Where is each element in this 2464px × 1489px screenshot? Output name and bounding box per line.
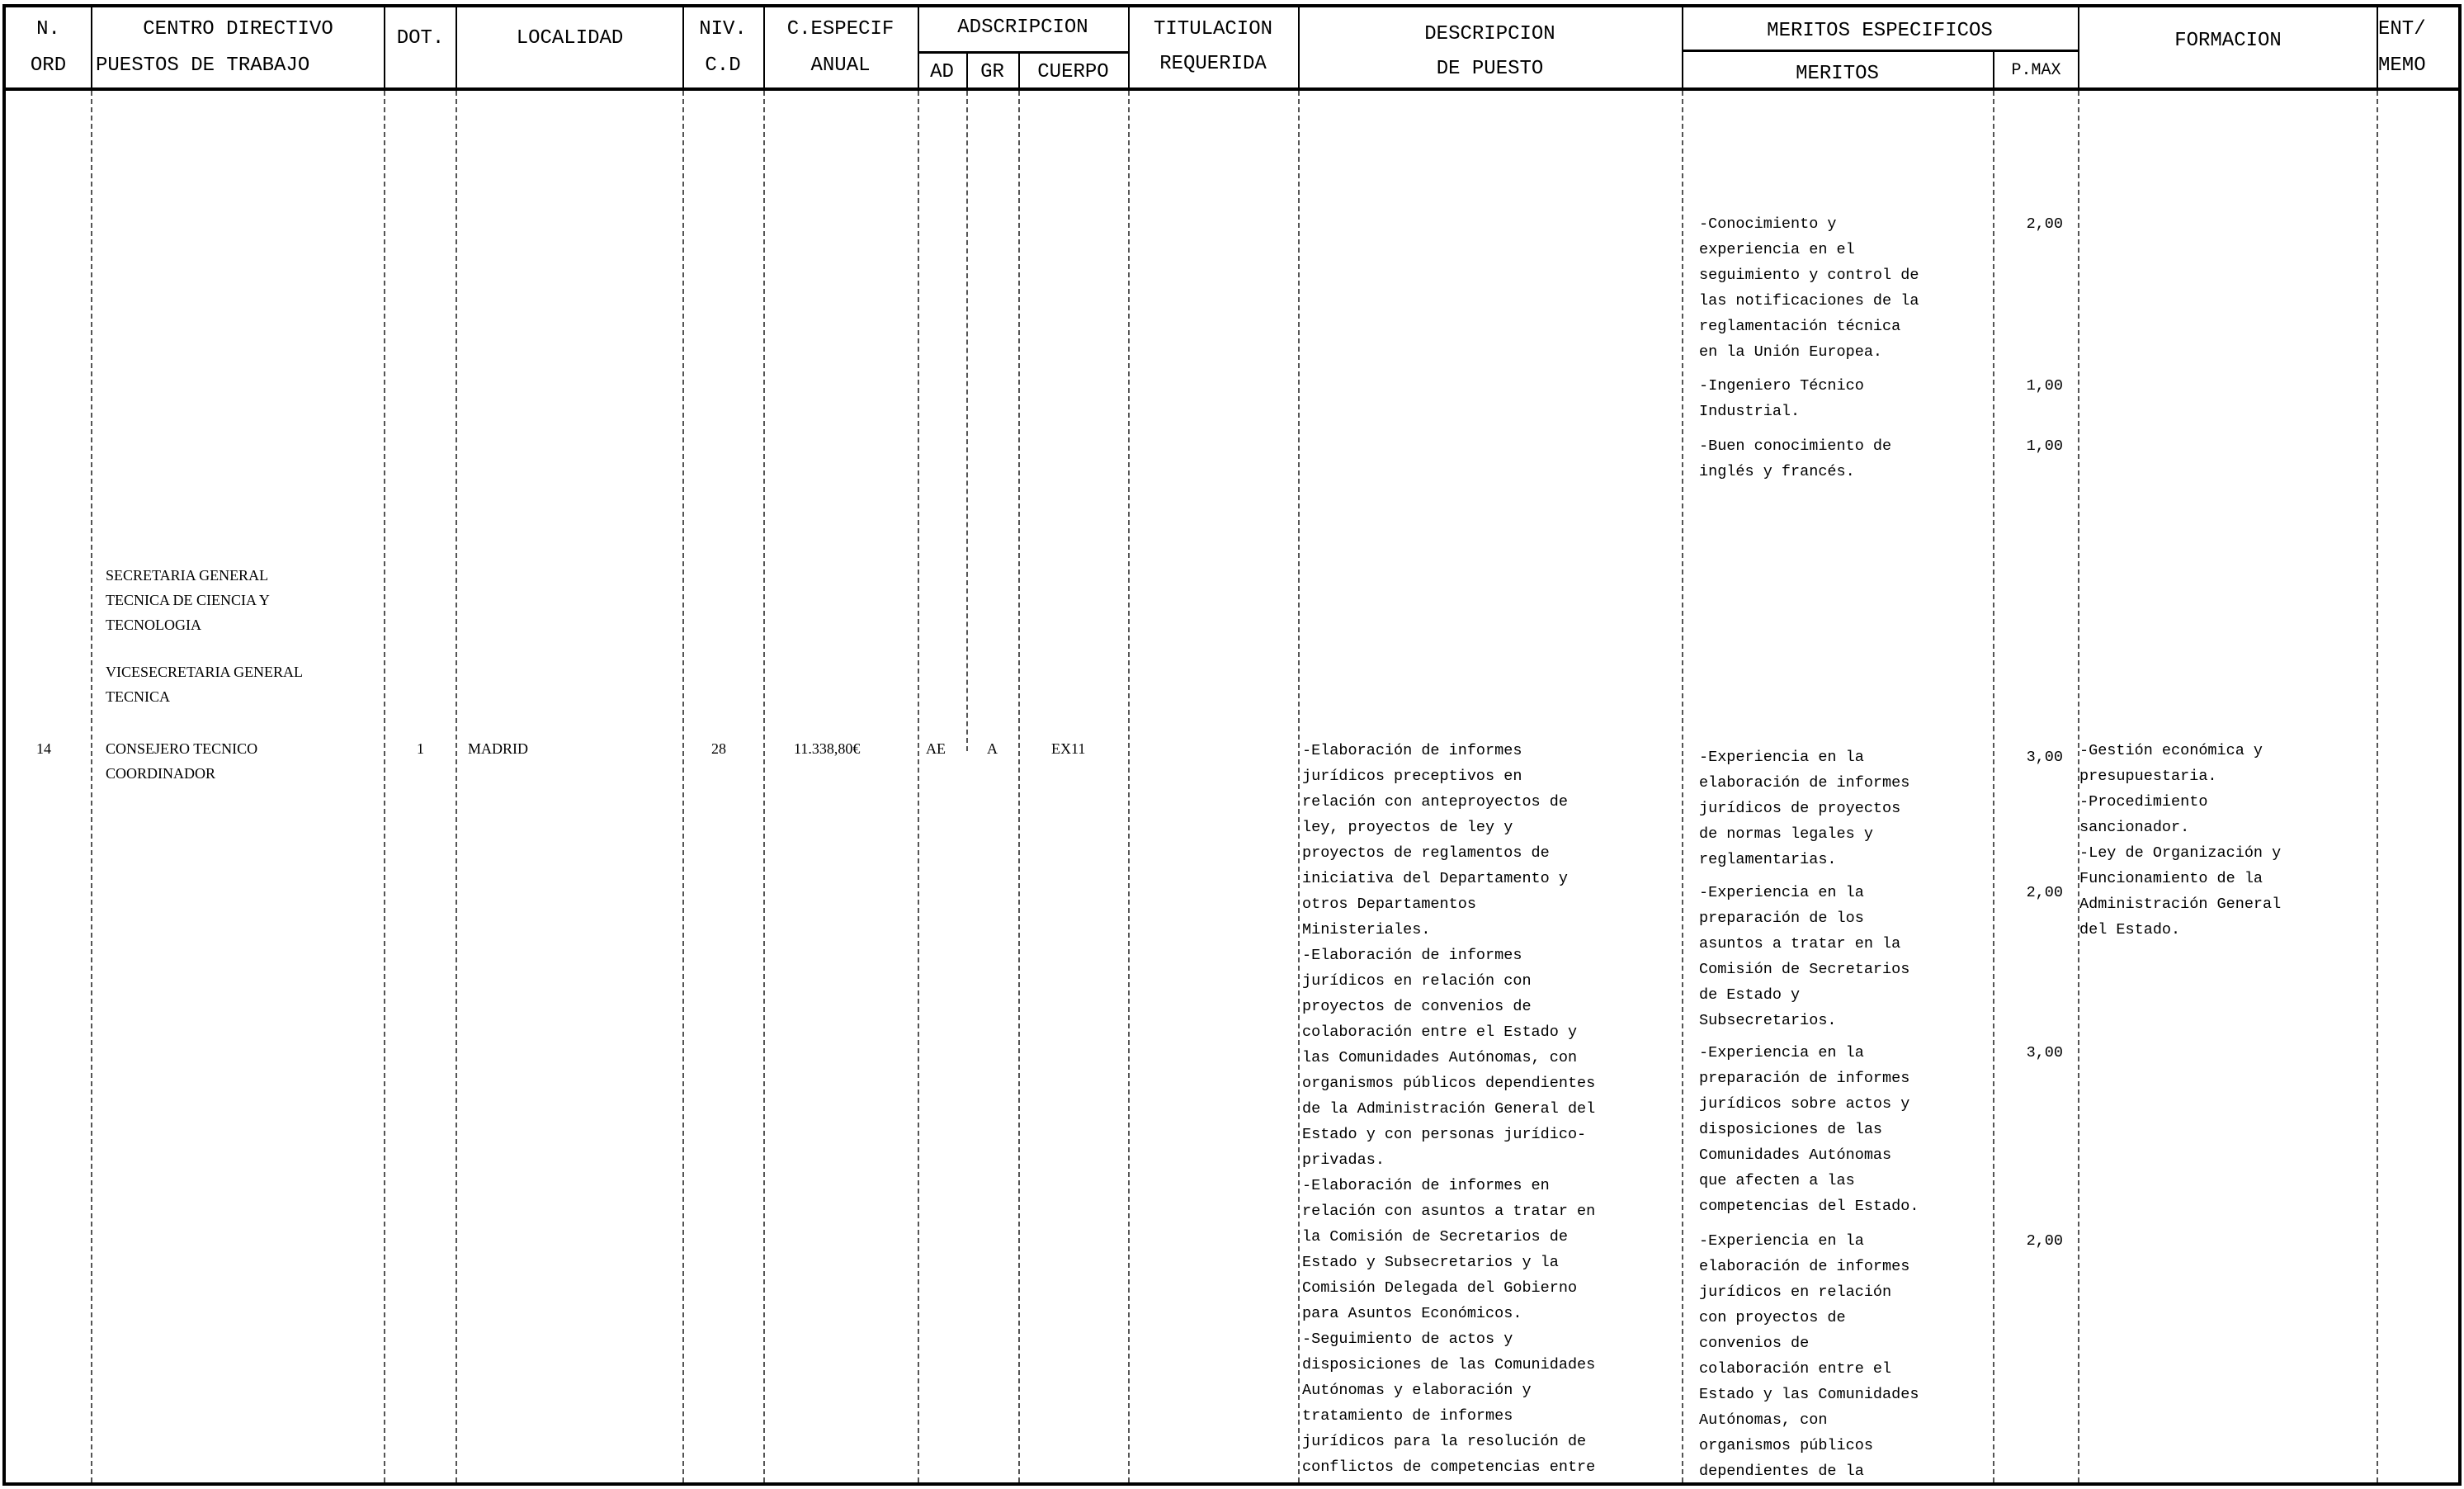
header-niv-line2: C.D [705, 54, 741, 77]
header-descripcion-line2: DE PUESTO [1436, 58, 1544, 80]
header-ent-line1: ENT/ [2378, 18, 2426, 40]
table-bottom-border [3, 1482, 2460, 1486]
body-col-sep [2377, 91, 2378, 1482]
row-puesto: CONSEJERO TECNICO COORDINADOR [106, 740, 258, 782]
row-niv: 28 [711, 740, 726, 757]
header-centro-line1: CENTRO DIRECTIVO [143, 18, 333, 40]
body-col-sep [763, 91, 765, 1482]
body-col-sep [1018, 91, 1020, 1482]
header-ent-memo [2378, 18, 2458, 78]
header-niv [682, 18, 763, 78]
header-centro-line2: PUESTOS DE TRABAJO [96, 54, 310, 77]
header-bottom-border [3, 87, 2460, 91]
header-c-especif [763, 18, 918, 78]
table-right-border [2458, 4, 2462, 1486]
header-localidad: LOCALIDAD [516, 27, 624, 50]
body-col-sep [91, 91, 92, 1482]
header-titulacion [1128, 18, 1298, 76]
header-memo-line2: MEMO [2378, 54, 2426, 77]
header-adscripcion: ADSCRIPCION [957, 17, 1088, 39]
row-merito-3: -Experiencia en la preparación de informes jurídicos sobre actos y disposiciones de las Comunidades Autónomas que afecten a las competencias del Estado. [1699, 1044, 1919, 1215]
header-titulacion-line2: REQUERIDA [1159, 53, 1267, 75]
centro-secretaria: SECRETARIA GENERAL TECNICA DE CIENCIA Y TECNOLOGIA [106, 567, 270, 633]
row-c-especif: 11.338,80€ [794, 740, 861, 757]
header-cesp-line2: ANUAL [810, 54, 871, 77]
body-col-sep [1682, 91, 1683, 1482]
row-merito-4-points: 2,00 [2026, 1232, 2063, 1250]
header-meritos: MERITOS [1796, 63, 1879, 85]
header-meritos-especificos: MERITOS ESPECIFICOS [1767, 20, 1993, 42]
row-merito-3-points: 3,00 [2026, 1044, 2063, 1061]
row-merito-2-points: 2,00 [2026, 884, 2063, 901]
body-col-sep [384, 91, 385, 1482]
row-localidad: MADRID [468, 740, 529, 757]
header-cuerpo: CUERPO [1037, 61, 1109, 83]
prev-merito-1-points: 2,00 [2026, 215, 2063, 233]
row-ad: AE [926, 740, 946, 757]
prev-merito-2: -Ingeniero Técnico Industrial. [1699, 377, 1864, 420]
prev-merito-1: -Conocimiento y experiencia en el seguimiento y control de las notificaciones de la reglamentación técnica en la Unión Europea. [1699, 215, 1919, 361]
header-gr: GR [980, 61, 1004, 83]
table-left-border [2, 4, 6, 1486]
body-col-sep [918, 91, 919, 1482]
body-col-sep [1298, 91, 1300, 1482]
centro-vicesecretaria: VICESECRETARIA GENERAL TECNICA [106, 664, 304, 705]
row-merito-2: -Experiencia en la preparación de los asuntos a tratar en la Comisión de Secretarios de Estado y Subsecretarios. [1699, 884, 1910, 1029]
header-n-ord-line2: ORD [30, 54, 67, 77]
header-n-ord [6, 18, 91, 78]
prev-merito-3: -Buen conocimiento de inglés y francés. [1699, 437, 1892, 480]
row-merito-4: -Experiencia en la elaboración de informes jurídicos en relación con proyectos de convenios de colaboración entre el Estado y las Comunidades Autónomas, con organismos públicos dependientes de la [1699, 1232, 1919, 1480]
header-descripcion-line1: DESCRIPCION [1424, 23, 1555, 45]
header-dot: DOT. [396, 27, 445, 50]
header-niv-line1: NIV. [699, 18, 747, 40]
header-titulacion-line1: TITULACION [1153, 18, 1273, 40]
row-n-ord: 14 [36, 740, 51, 757]
row-dot: 1 [417, 740, 424, 757]
row-gr: A [987, 740, 998, 757]
body-col-sep [456, 91, 457, 1482]
header-pmax: P.MAX [2011, 61, 2061, 80]
row-cuerpo: EX11 [1051, 740, 1086, 757]
body-col-sep [966, 91, 968, 751]
header-ad: AD [930, 61, 954, 83]
header-descripcion [1298, 23, 1682, 81]
prev-merito-3-points: 1,00 [2026, 437, 2063, 455]
row-merito-1-points: 3,00 [2026, 749, 2063, 766]
header-n-ord-line1: N. [36, 18, 60, 40]
meritos-divider [1682, 50, 2078, 52]
adscripcion-divider [918, 51, 1128, 54]
row-formacion: -Gestión económica y presupuestaria. -Procedimiento sancionador. -Ley de Organización y Funcionamiento de la Administración General del Estado. [2079, 742, 2282, 938]
body-col-sep [1128, 91, 1130, 1482]
body-col-sep [682, 91, 684, 1482]
row-descripcion: -Elaboración de informes jurídicos preceptivos en relación con anteproyectos de ley, proyectos de ley y proyectos de reglamentos de iniciativa del Departamento y otros Departamentos Ministeriales. -Elaboración de informes jurídicos en relación con proyectos de convenios de colaboración entre el Estado y las Comunidades Autónomas, con organismos públicos dependientes de la Administración General del Estado y con personas jurídico- privadas. -Elaboración de informes en relación con asuntos a tratar en la Comisión de Secretarios de Estado y Subsecretarios y la Comisión Delegada del Gobierno para Asuntos Económicos. -Seguimiento de actos y disposiciones de las Comunidades Autónomas y elaboración y tratamiento de informes jurídicos para la resolución de conflictos de competencias entre [1302, 742, 1596, 1476]
row-merito-1: -Experiencia en la elaboración de informes jurídicos de proyectos de normas legales y reglamentarias. [1699, 749, 1910, 868]
table-top-border [3, 4, 2460, 7]
header-formacion: FORMACION [2174, 30, 2282, 52]
header-centro [92, 18, 384, 78]
header-cesp-line1: C.ESPECIF [786, 18, 894, 40]
prev-merito-2-points: 1,00 [2026, 377, 2063, 395]
body-col-sep [1993, 91, 1994, 1482]
